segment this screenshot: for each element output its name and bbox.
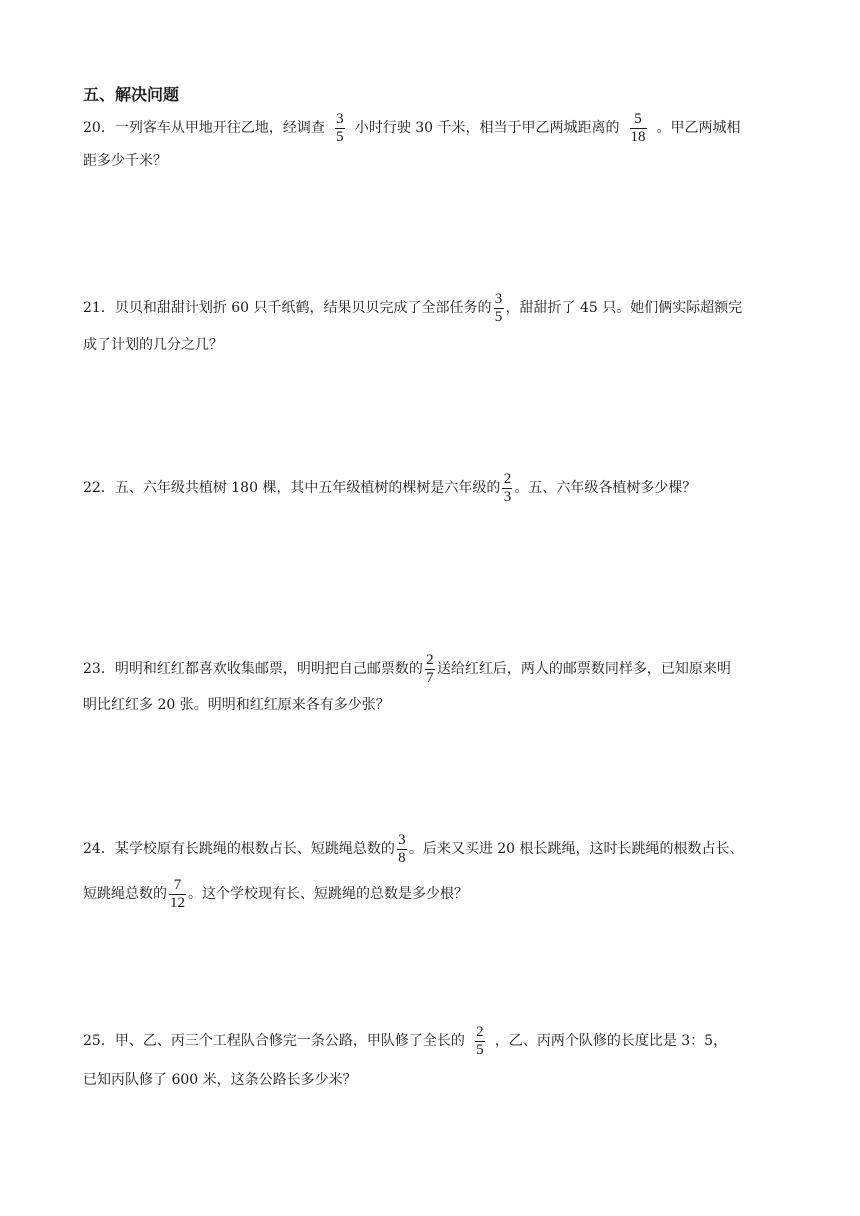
q25-text-a: 25．甲、乙、丙三个工程队合修完一条公路，甲队修了全长的	[83, 1033, 465, 1049]
q24-text-b: 。后来又买进 20 根长跳绳，这时长跳绳的根数占长、	[408, 841, 744, 857]
q20-text-c: 。甲乙两城相	[656, 120, 741, 136]
q24-fraction-1	[397, 832, 407, 867]
q22-text-b: 。五、六年级各植树多少棵？	[514, 480, 697, 496]
q20-fraction-2	[630, 111, 647, 146]
q22-text-a: 22．五、六年级共植树 180 棵，其中五年级植树的棵树是六年级的	[83, 480, 501, 496]
q20-f2-numerator: 5	[634, 110, 642, 127]
q20-text-a: 20．一列客车从甲地开往乙地，经调查	[83, 120, 325, 136]
q25-fraction-1	[475, 1024, 485, 1059]
q23-f1-denominator: 7	[426, 669, 434, 686]
q20-fraction-1	[335, 111, 345, 146]
q24-text-a: 24．某学校原有长跳绳的根数占长、短跳绳总数的	[83, 841, 395, 857]
section-title: 五、解决问题	[83, 85, 180, 104]
q23-text-line2: 明比红红多 20 张。明明和红红原来各有多少张？	[83, 697, 390, 713]
q21-fraction-1	[494, 291, 504, 326]
q23-text-a: 23．明明和红红都喜欢收集邮票，明明把自己邮票数的	[83, 661, 423, 677]
q20-f2-denominator: 18	[630, 128, 646, 145]
q24-f2-denominator: 12	[170, 894, 185, 911]
q20-text-line2: 距多少千米？	[83, 153, 167, 169]
q22-f1-numerator: 2	[503, 470, 512, 487]
q24-f1-numerator: 3	[398, 831, 406, 848]
q20-f1-numerator: 3	[336, 110, 344, 127]
q21-f1-numerator: 3	[494, 290, 503, 307]
q22-f1-denominator: 3	[503, 488, 512, 505]
q20-f1-denominator: 5	[336, 128, 344, 145]
q21-text-a: 21．贝贝和甜甜计划折 60 只千纸鹤，结果贝贝完成了全部任务的	[83, 300, 492, 316]
q23-f1-numerator: 2	[426, 651, 434, 668]
q21-text-line2: 成了计划的几分之几？	[83, 337, 223, 353]
q24-f2-numerator: 7	[173, 876, 182, 893]
q25-f1-denominator: 5	[476, 1041, 484, 1058]
q23-fraction-1	[425, 652, 435, 687]
q23-text-b: 送给红红后，两人的邮票数同样多，已知原来明	[436, 661, 731, 677]
q20-text-b: 小时行驶 30 千米，相当于甲乙两城距离的	[354, 120, 620, 136]
q24-text-line2-a: 短跳绳总数的	[83, 886, 167, 902]
q21-f1-denominator: 5	[494, 308, 503, 325]
q25-text-line2: 已知丙队修了 600 米，这条公路长多少米？	[83, 1072, 357, 1088]
q24-text-line2-b: 。这个学校现有长、短跳绳的总数是多少根？	[188, 886, 468, 902]
q21-text-b: ，甜甜折了 45 只。她们俩实际超额完	[505, 300, 743, 316]
q25-text-b: ，乙、丙两个队修的长度比是 3：5，	[494, 1033, 728, 1049]
q24-fraction-2	[169, 877, 186, 912]
q22-fraction-1	[502, 471, 512, 506]
q25-f1-numerator: 2	[476, 1023, 484, 1040]
q24-f1-denominator: 8	[398, 849, 406, 866]
